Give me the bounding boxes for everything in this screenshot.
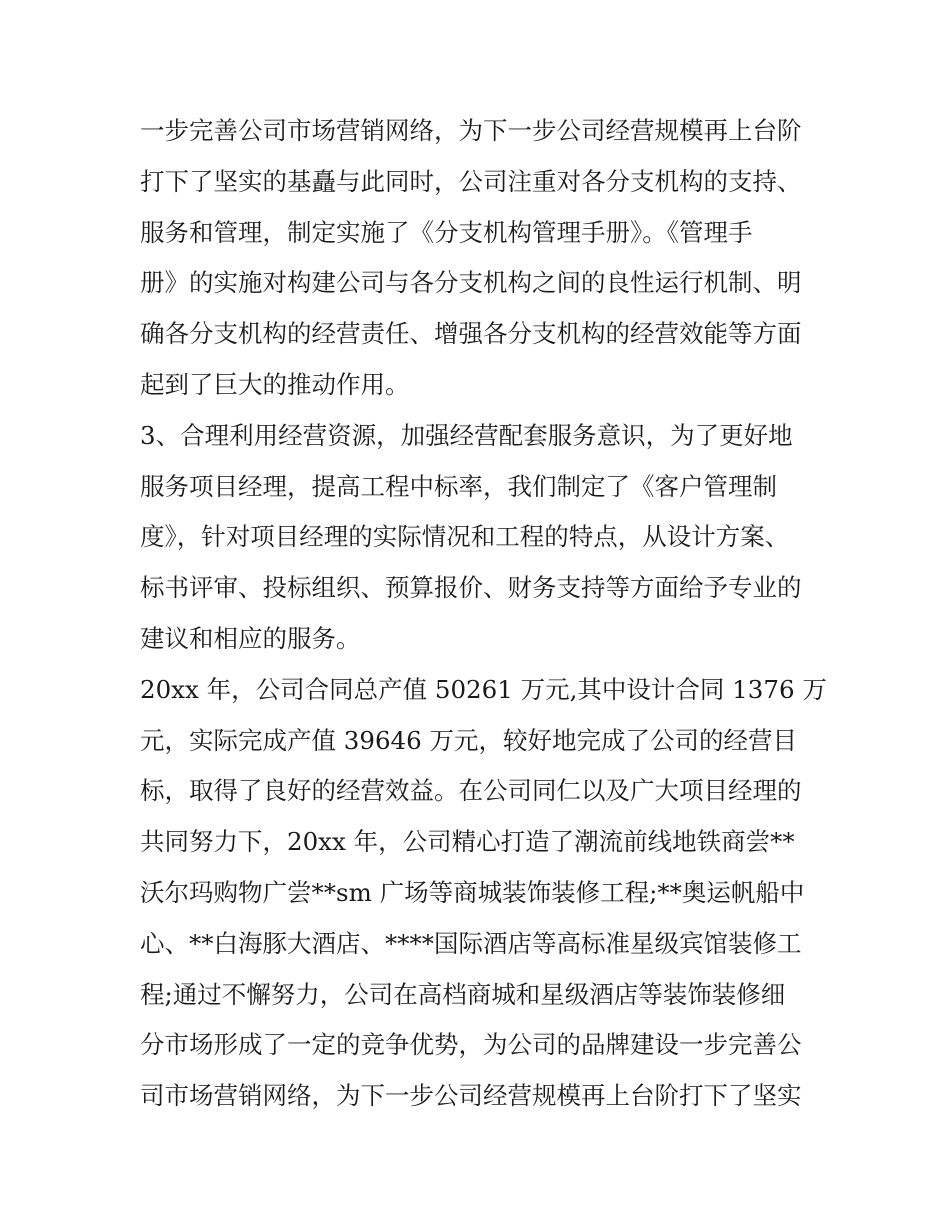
text-line: 度》，针对项目经理的实际情况和工程的特点，从设计方案、 [140,522,790,552]
text-line: 服务和管理，制定实施了《分支机构管理手册》。《管理手 [140,217,753,247]
text-line: 打下了坚实的基矗与此同时，公司注重对各分支机构的支持、 [140,166,802,196]
text-line: 分市场形成了一定的竞争优势，为公司的品牌建设一步完善公 [140,1030,802,1060]
body-text [140,106,827,1122]
text-line: 标，取得了良好的经营效益。在公司同仁以及广大项目经理的 [140,776,802,806]
text-line: 标书评审、投标组织、预算报价、财务支持等方面给予专业的 [140,573,802,603]
text-line: 建议和相应的服务。 [140,623,361,653]
text-line: 确各分支机构的经营责任、增强各分支机构的经营效能等方面 [140,319,802,349]
text-line: 沃尔玛购物广尝**sm 广场等商城装饰装修工程;**奥运帆船中 [140,877,805,907]
text-line: 程;通过不懈努力，公司在高档商城和星级酒店等装饰装修细 [140,979,786,1009]
text-line: 3、合理利用经营资源，加强经营配套服务意识，为了更好地 [140,420,793,450]
text-line: 元，实际完成产值 39646 万元，较好地完成了公司的经营目 [140,725,798,755]
text-line: 司市场营销网络，为下一步公司经营规模再上台阶打下了坚实 [140,1081,802,1111]
text-line: 起到了巨大的推动作用。 [140,369,410,399]
text-line: 一步完善公司市场营销网络，为下一步公司经营规模再上台阶 [140,116,802,145]
text-line: 共同努力下，20xx 年，公司精心打造了潮流前线地铁商尝** [140,827,795,857]
text-line: 20xx 年，公司合同总产值 50261 万元,其中设计合同 1376 万 [140,674,827,704]
text-line: 服务项目经理，提高工程中标率，我们制定了《客户管理制 [140,471,777,501]
text-line: 心、**白海豚大酒店、****国际酒店等高标准星级宾馆装修工 [140,928,802,958]
text-line: 册》的实施对构建公司与各分支机构之间的良性运行机制、明 [140,268,802,298]
